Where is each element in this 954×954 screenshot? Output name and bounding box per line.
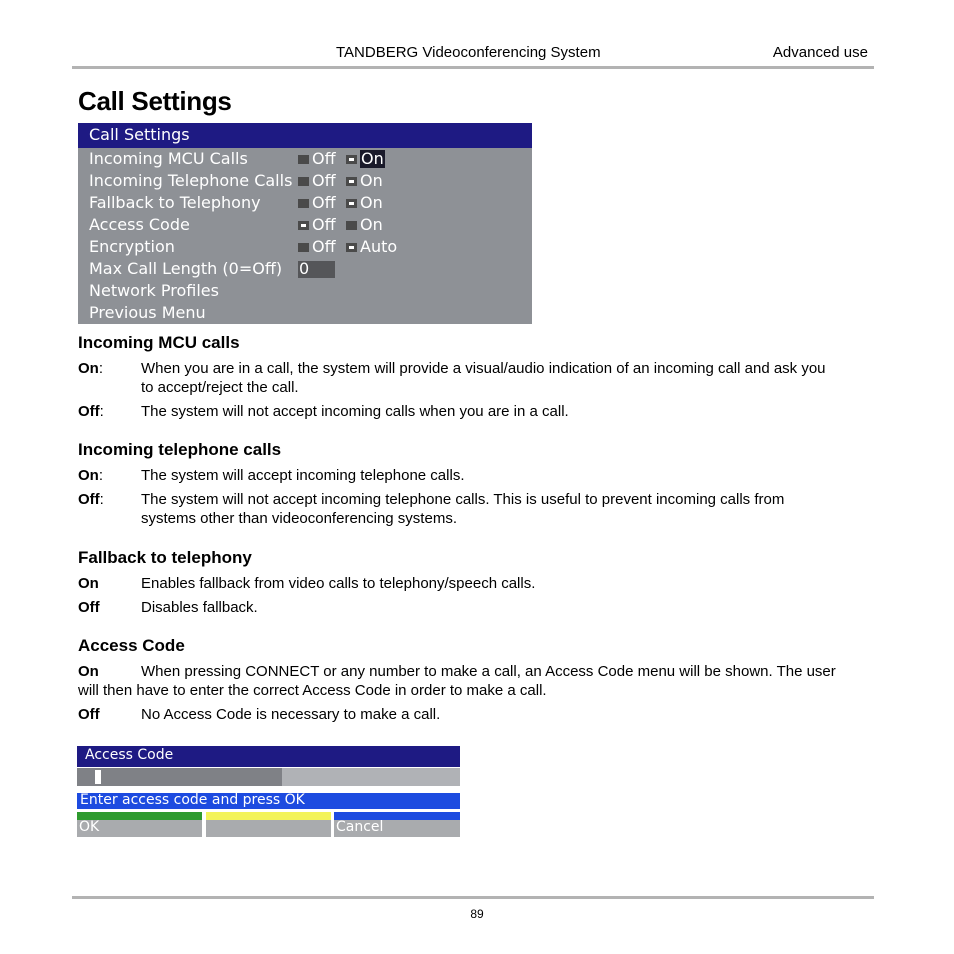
ok-button[interactable] xyxy=(77,812,202,837)
menu-item-network-profiles[interactable] xyxy=(78,280,532,302)
definition-text: The system will not accept incoming calls when you are in a call. xyxy=(141,403,569,420)
menu-item-label: Previous Menu xyxy=(89,303,206,322)
button-label: Cancel xyxy=(336,819,384,835)
definition-term: Off xyxy=(78,706,100,723)
option-label: On xyxy=(360,171,383,190)
definition-text: When you are in a call, the system will provide a visual/audio indication of an incoming call and ask you to accept/reject the call. xyxy=(141,360,826,396)
access-code-input-field xyxy=(77,768,282,786)
option-label: Off xyxy=(312,237,336,256)
footer-rule xyxy=(72,896,874,899)
definition-on xyxy=(78,662,848,702)
section-heading-incoming-telephone-calls: Incoming telephone calls xyxy=(78,440,282,459)
definition-term: On xyxy=(78,467,99,484)
menu-item-fallback-to-telephony[interactable] xyxy=(78,192,532,214)
yellow-key-button[interactable] xyxy=(206,812,331,837)
menu-item-label: Fallback to Telephony xyxy=(89,193,261,212)
option-label: On xyxy=(360,215,383,234)
header-section: Advanced use xyxy=(772,44,868,61)
option-label: On xyxy=(360,193,383,212)
cancel-button[interactable] xyxy=(334,812,460,837)
checkbox-icon xyxy=(346,221,357,230)
menu-item-previous-menu[interactable] xyxy=(78,302,532,324)
max-call-length-field[interactable] xyxy=(298,261,335,278)
menu-title-bar xyxy=(78,123,532,148)
definition-term: On xyxy=(78,663,99,680)
option-label: Off xyxy=(312,193,336,212)
option-label: Auto xyxy=(360,237,398,256)
menu-item-label: Encryption xyxy=(89,237,175,256)
definition-term: Off xyxy=(78,491,100,508)
header-rule xyxy=(72,66,874,69)
access-code-title: Access Code xyxy=(85,747,174,763)
menu-item-label: Incoming Telephone Calls xyxy=(89,171,293,190)
menu-item-max-call-length[interactable] xyxy=(78,258,532,280)
menu-item-label: Incoming MCU Calls xyxy=(89,149,248,168)
definition-text: The system will accept incoming telephone calls. xyxy=(141,467,465,484)
field-value: 0 xyxy=(299,259,310,278)
access-code-menu xyxy=(77,746,460,837)
definition-text: No Access Code is necessary to make a call. xyxy=(141,706,441,723)
definition-term: On xyxy=(78,575,99,592)
checkbox-checked-icon xyxy=(346,199,357,208)
menu-item-label: Access Code xyxy=(89,215,190,234)
text-cursor xyxy=(95,770,101,784)
option-label: Off xyxy=(312,215,336,234)
section-heading-incoming-mcu-calls: Incoming MCU calls xyxy=(78,333,240,352)
yellow-key-indicator xyxy=(206,812,331,820)
checkbox-icon xyxy=(298,155,309,164)
checkbox-checked-icon xyxy=(298,221,309,230)
call-settings-menu xyxy=(78,123,532,324)
definition-text: When pressing CONNECT or any number to make a call, an Access Code menu will be shown. The user will then have to enter the correct Access Code in order to make a call. xyxy=(78,663,836,699)
menu-item-access-code[interactable] xyxy=(78,214,532,236)
menu-item-incoming-telephone-calls[interactable] xyxy=(78,170,532,192)
section-heading-access-code: Access Code xyxy=(78,636,185,655)
page-title: Call Settings xyxy=(78,86,232,116)
definition-term: On xyxy=(78,360,99,377)
definition-text: Disables fallback. xyxy=(141,599,258,616)
menu-item-label: Max Call Length (0=Off) xyxy=(89,259,283,278)
checkbox-checked-icon xyxy=(346,155,357,164)
menu-item-encryption[interactable] xyxy=(78,236,532,258)
checkbox-checked-icon xyxy=(346,177,357,186)
menu-item-incoming-mcu-calls[interactable] xyxy=(78,148,532,170)
checkbox-icon xyxy=(298,177,309,186)
section-heading-fallback-to-telephony: Fallback to telephony xyxy=(78,548,252,567)
header-title: TANDBERG Videoconferencing System xyxy=(336,44,601,61)
access-code-message-bar xyxy=(77,793,460,809)
access-code-input[interactable] xyxy=(77,768,460,786)
checkbox-checked-icon xyxy=(346,243,357,252)
menu-item-label: Network Profiles xyxy=(89,281,219,300)
definition-term: Off xyxy=(78,403,100,420)
access-code-title-bar xyxy=(77,746,460,767)
page-header xyxy=(72,44,874,68)
definition-text: The system will not accept incoming telephone calls. This is useful to prevent incoming calls from systems other than videoconferencing systems. xyxy=(141,491,785,527)
option-label: On xyxy=(361,149,384,168)
option-label: Off xyxy=(312,149,336,168)
checkbox-icon xyxy=(298,243,309,252)
page-number: 89 xyxy=(470,907,484,921)
definition-term: Off xyxy=(78,599,100,616)
definition-text: Enables fallback from video calls to telephony/speech calls. xyxy=(141,575,536,592)
menu-title: Call Settings xyxy=(89,125,190,144)
access-code-message: Enter access code and press OK xyxy=(80,792,305,808)
option-label: Off xyxy=(312,171,336,190)
button-label: OK xyxy=(79,819,100,835)
checkbox-icon xyxy=(298,199,309,208)
